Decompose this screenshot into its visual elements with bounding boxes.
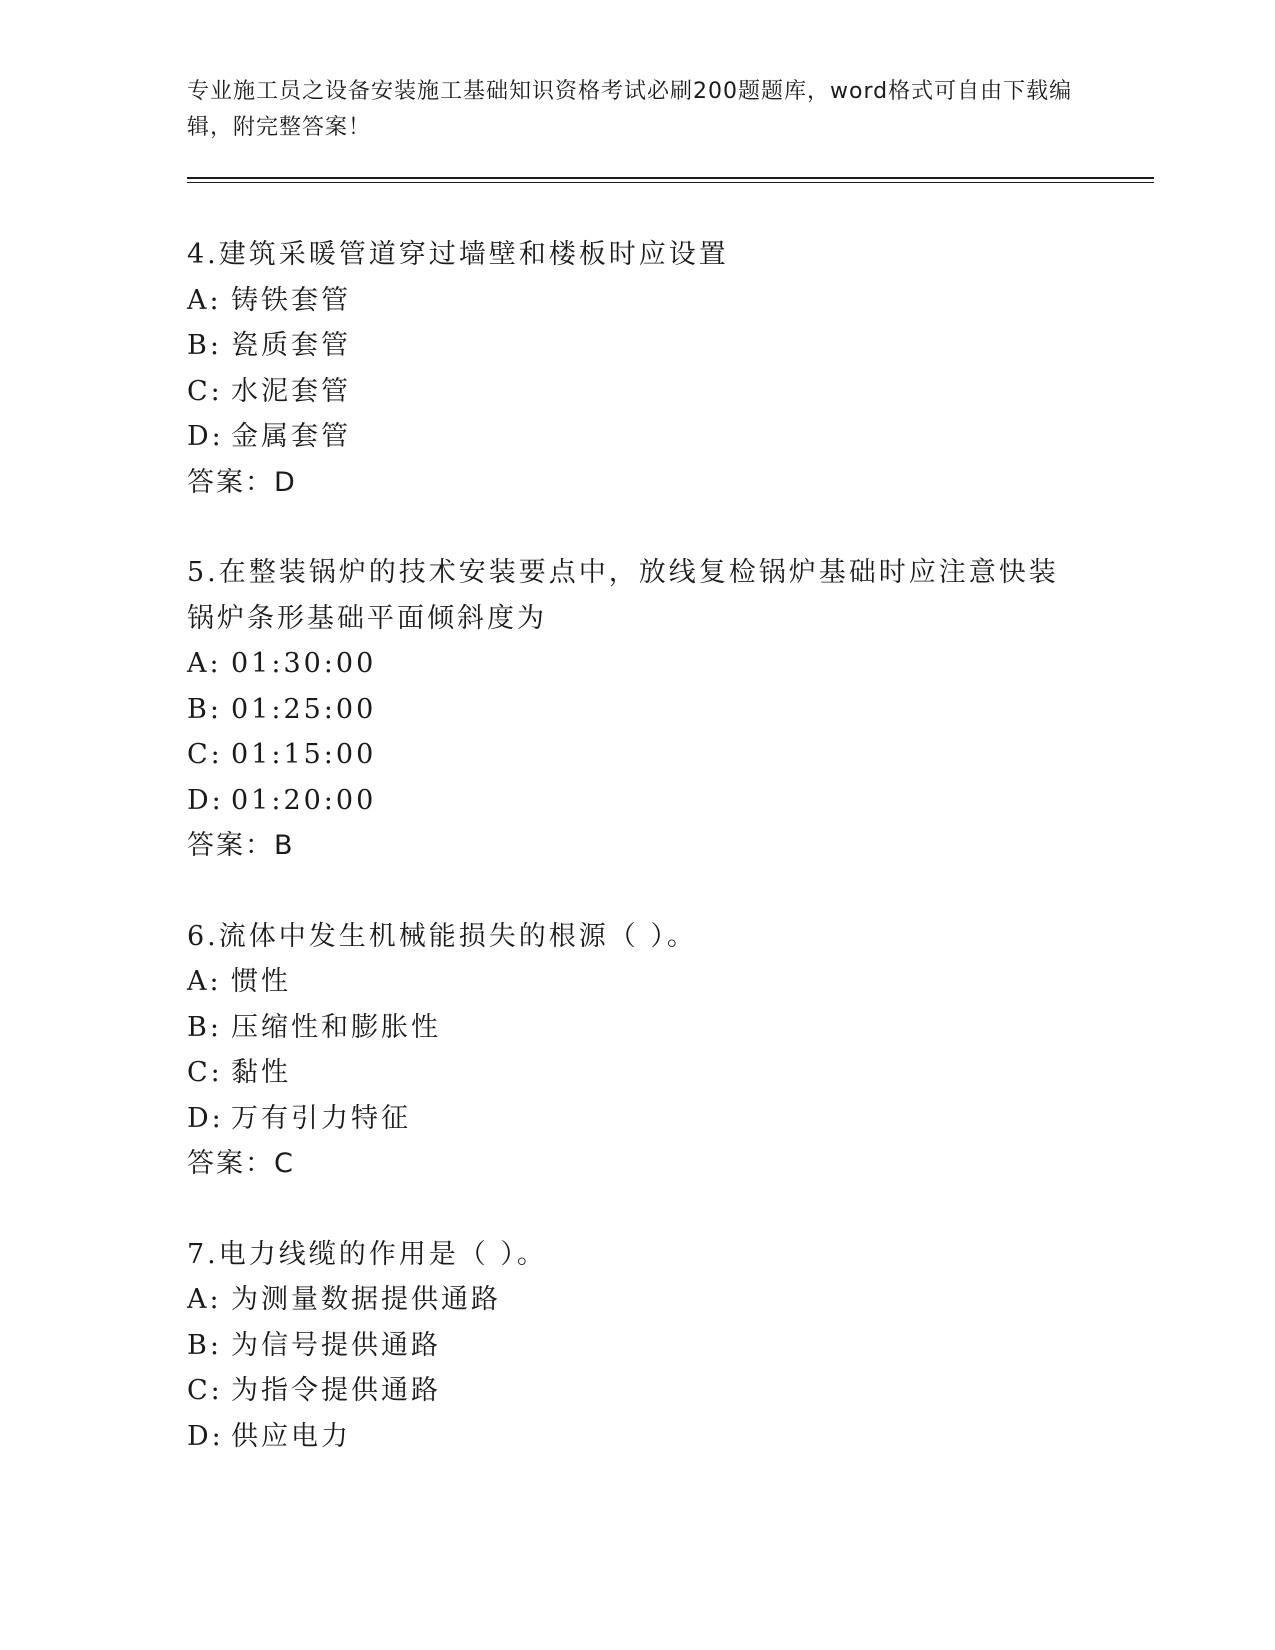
option-c [187, 369, 1087, 415]
option-text: 为信号提供通路 [231, 1329, 441, 1361]
option-b [187, 323, 1087, 369]
option-a [187, 1277, 1087, 1323]
header-rule-thin [187, 182, 1154, 183]
option-text: 水泥套管 [231, 375, 351, 407]
question-list [187, 232, 1087, 1504]
question-4 [187, 232, 1087, 505]
option-key: B: [187, 330, 222, 361]
option-c [187, 1050, 1087, 1096]
option-key: B: [187, 1329, 222, 1361]
option-key: A: [187, 648, 222, 679]
option-key: C: [187, 739, 223, 770]
option-key: B: [187, 693, 222, 725]
option-key: D: [187, 784, 224, 816]
option-key: B: [187, 1011, 222, 1043]
option-d [187, 778, 1087, 824]
option-text: 为指令提供通路 [231, 1375, 441, 1406]
option-text: 01:25:00 [231, 693, 377, 725]
option-text: 压缩性和膨胀性 [231, 1011, 441, 1043]
option-text: 瓷质套管 [231, 330, 351, 361]
option-a [187, 278, 1087, 324]
option-text: 01:30:00 [231, 648, 377, 679]
question-7 [187, 1232, 1087, 1460]
option-key: A: [187, 966, 222, 997]
answer-line: 答案：D [187, 466, 297, 498]
option-d [187, 414, 1087, 460]
option-text: 万有引力特征 [231, 1102, 411, 1134]
answer-line: 答案：C [187, 1148, 295, 1179]
option-key: D: [187, 421, 224, 452]
option-d [187, 1096, 1087, 1142]
question-stem: 4.建筑采暖管道穿过墙壁和楼板时应设置 [187, 239, 729, 270]
question-6 [187, 914, 1087, 1187]
option-text: 供应电力 [231, 1420, 351, 1452]
option-c [187, 732, 1087, 778]
option-b [187, 687, 1087, 733]
option-text: 铸铁套管 [231, 284, 351, 316]
option-d [187, 1414, 1087, 1460]
option-text: 金属套管 [231, 421, 351, 452]
option-key: D: [187, 1102, 224, 1134]
option-b [187, 1005, 1087, 1051]
option-key: D: [187, 1420, 224, 1452]
option-key: C: [187, 1057, 223, 1088]
option-a [187, 959, 1087, 1005]
option-text: 01:15:00 [231, 739, 377, 770]
option-c [187, 1368, 1087, 1414]
option-a [187, 641, 1087, 687]
header-rule-thick [187, 177, 1154, 179]
option-text: 黏性 [231, 1057, 291, 1088]
question-stem: 5.在整装锅炉的技术安装要点中，放线复检锅炉基础时应注意快装锅炉条形基础平面倾斜度为 [187, 557, 1059, 634]
question-stem: 7.电力线缆的作用是（ ）。 [187, 1238, 547, 1270]
document-header: 专业施工员之设备安装施工基础知识资格考试必刷200题题库，word格式可自由下载编辑，附完整答案！ [187, 79, 1073, 140]
option-text: 01:20:00 [231, 784, 377, 816]
answer-line: 答案：B [187, 830, 295, 861]
option-key: A: [187, 284, 222, 316]
option-text: 为测量数据提供通路 [231, 1284, 501, 1315]
option-text: 惯性 [231, 966, 291, 997]
question-stem: 6.流体中发生机械能损失的根源（ ）。 [187, 920, 697, 952]
option-key: C: [187, 375, 223, 407]
question-5 [187, 550, 1087, 869]
option-key: A: [187, 1284, 222, 1315]
option-b [187, 1323, 1087, 1369]
option-key: C: [187, 1375, 223, 1406]
